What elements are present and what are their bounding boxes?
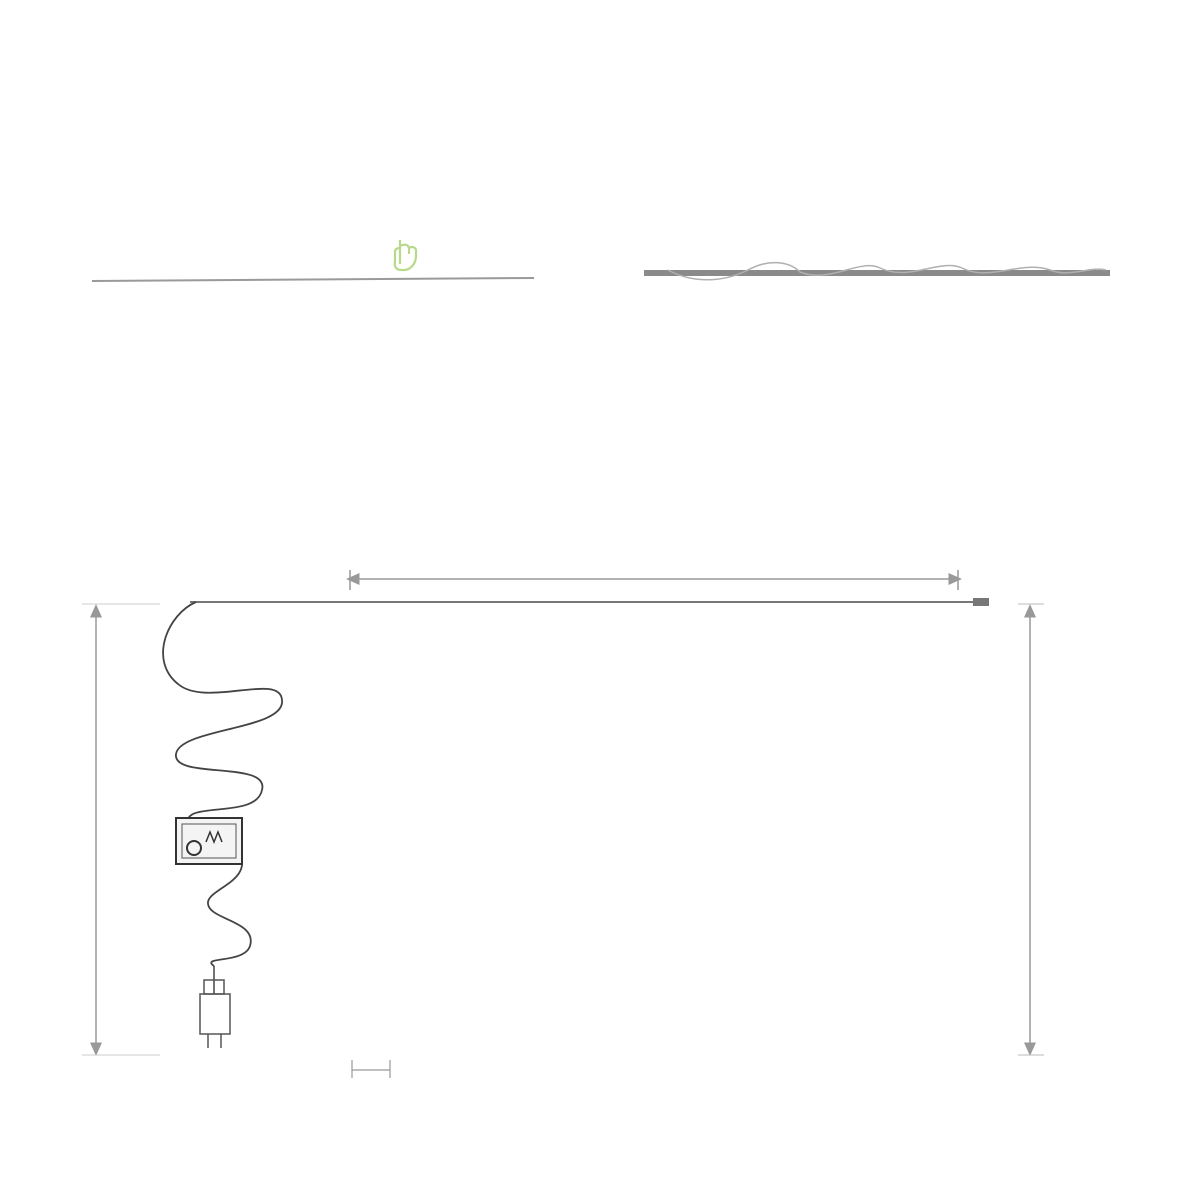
step3-illustration xyxy=(82,570,1044,1078)
step2-illustration xyxy=(644,263,1110,280)
controller-box xyxy=(176,818,242,864)
pointing-hand-icon xyxy=(395,240,416,270)
power-plug-icon xyxy=(200,980,230,1048)
end-connector xyxy=(973,598,989,606)
step1-illustration xyxy=(92,240,534,281)
power-cord xyxy=(163,602,282,966)
step1-main-strand xyxy=(92,278,534,281)
step2-main-strand xyxy=(644,270,1110,276)
